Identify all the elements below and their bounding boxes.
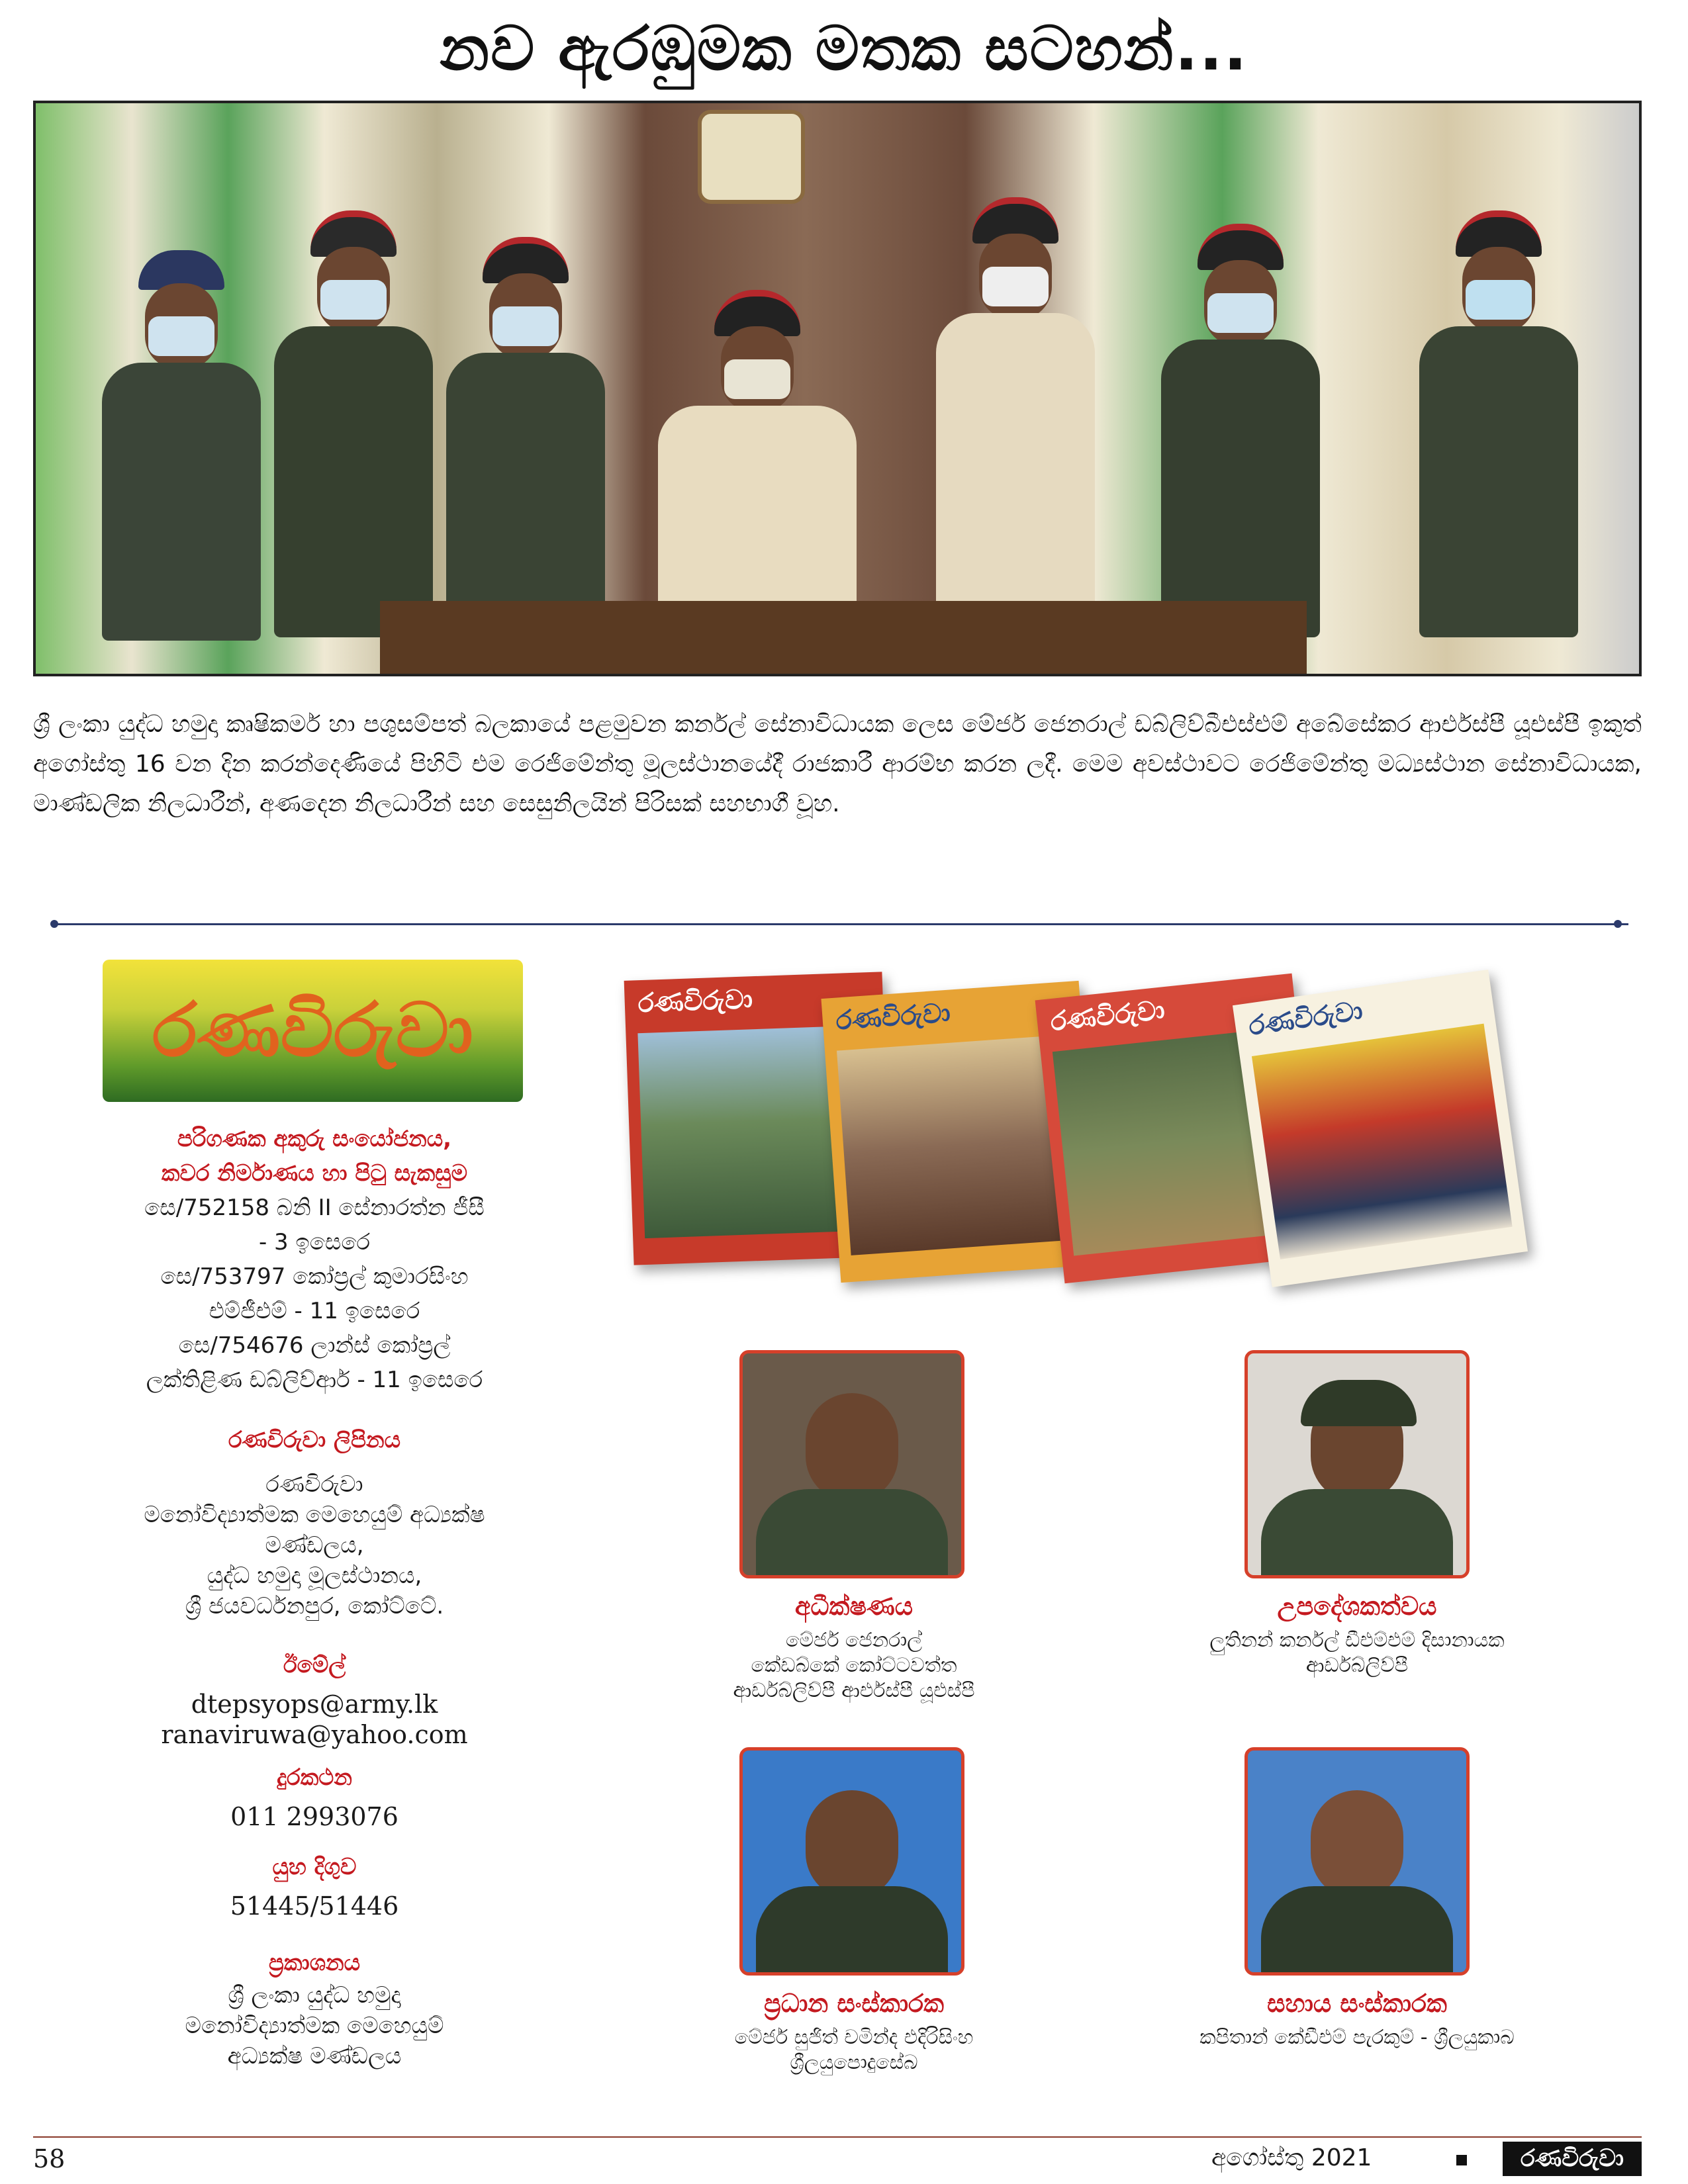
staff-photo (1244, 1350, 1470, 1578)
credits-email (63, 1648, 566, 1750)
layout-title-2: කවර නිර්මාණය හා පිටු සැකසුම (161, 1160, 468, 1187)
layout-line: සෙ/754676 ලාන්ස් කෝප්‍රල් (178, 1332, 451, 1359)
footer-bullet-icon (1456, 2155, 1467, 2165)
staff-name-line: ආර්ඩබ්ලිව්පී (1305, 1654, 1409, 1677)
extension-number: 51445/51446 (230, 1891, 399, 1921)
ranaviruwa-logo (103, 960, 523, 1102)
office-line: මණ්ඩලය, (265, 1532, 364, 1559)
magazine-title: රණවිරුවා (1246, 995, 1365, 1042)
staff-name-line: ලුතිනන් කර්නල් ඩීඑම්එම් දිසානායක (1209, 1629, 1505, 1652)
layout-line: සෙ/752158 බනි II සේනාරත්න ජීසී (144, 1195, 485, 1221)
magazine-title: රණවිරුවා (637, 984, 753, 1019)
staff-name-line: කේඩබ්කේ කෝට්ටවත්ත (751, 1654, 957, 1677)
office-line: යුද්ධ හමුදා මූලස්ථානය, (207, 1563, 422, 1589)
publisher-line: අධ්‍යක්ෂ මණ්ඩලය (227, 2043, 402, 2070)
email-address[interactable]: ranaviruwa@yahoo.com (161, 1720, 468, 1749)
office-line: මනෝවිද්‍යාත්මක මෙහෙයුම් අධ්‍යක්ෂ (144, 1502, 485, 1528)
office-line: රණවිරුවා (265, 1471, 363, 1498)
staff-name-block (1125, 2025, 1589, 2050)
credits-extension (63, 1850, 566, 1921)
section-divider (53, 923, 1628, 925)
staff-photo (739, 1350, 964, 1578)
staff-name-line: කපිතාන් කේඩීඑම් පැරකුම් - ශ්‍රීලයුකාබ (1199, 2026, 1515, 2049)
group-photo (33, 101, 1642, 676)
publisher-line: ශ්‍රී ලංකා යුද්ධ හමුදා (228, 1982, 401, 2009)
officer-figure (433, 237, 618, 634)
staff-role: උපදේශකත්වය (1277, 1592, 1437, 1621)
magazine-cover (1233, 970, 1528, 1287)
layout-title-1: පරිගණක අකුරු සංයෝජනය, (177, 1126, 452, 1152)
publisher-title: ප්‍රකාශනය (268, 1950, 361, 1976)
credits-office (63, 1423, 566, 1621)
credits-layout (63, 1122, 566, 1397)
page-number: 58 (33, 2144, 66, 2173)
desk (380, 601, 1307, 674)
email-address[interactable]: dtepsyops@army.lk (191, 1690, 438, 1719)
credits-publisher (63, 1946, 566, 2071)
phone-title: දුරකථන (277, 1764, 352, 1791)
regiment-crest-image (698, 110, 805, 204)
layout-line: - 3 ඉසෙරෙ (258, 1229, 371, 1255)
officer-figure (261, 210, 446, 634)
officer-figure (1148, 224, 1333, 634)
staff-photo (1244, 1747, 1470, 1976)
staff-name-block (635, 1628, 1072, 1704)
publisher-line: මනෝවිද්‍යාත්මක මෙහෙයුම් (185, 2013, 444, 2039)
seated-officer-figure (651, 290, 863, 634)
staff-role: සහාය සංස්කාරක (1267, 1989, 1447, 2018)
office-line: ශ්‍රී ජයවර්ධනපුර, කෝට්ටේ. (185, 1593, 444, 1619)
footer-logo: රණවිරුවා (1503, 2142, 1642, 2176)
officer-figure (916, 197, 1115, 634)
logo-text: රණවිරුවා (152, 987, 473, 1073)
magazine-title: රණවිරුවා (1049, 995, 1166, 1038)
staff-name-line: ආර්ඩබ්ලිව්පී ආර්එස්පී යූඑස්පී (733, 1679, 975, 1702)
layout-line: එම්ජීඑම් - 11 ඉසෙරෙ (209, 1298, 420, 1324)
staff-name-line: මේජර් ජෙනරාල් (786, 1629, 922, 1652)
divider-dot (1614, 920, 1622, 928)
footer-date: අගෝස්තු 2021 (1211, 2144, 1372, 2171)
page-headline: නව ඇරඹුමක මතක සටහන්... (440, 13, 1248, 84)
magazine-title: රණවිරුවා (835, 997, 952, 1036)
staff-name-line: මේජර් සුජිත් චමින්ද එදිරිසිංහ (734, 2026, 974, 2049)
extension-title: යුහ දිගුව (272, 1854, 357, 1880)
email-title: ඊමේල් (283, 1652, 346, 1678)
phone-number: 011 2993076 (230, 1802, 399, 1831)
officer-figure (89, 250, 274, 634)
footer-rule (33, 2136, 1642, 2138)
staff-name-block (1125, 1628, 1589, 1678)
layout-line: ලක්තිළිණ ඩබ්ලිව්ආර් - 11 ඉසෙරෙ (146, 1367, 483, 1393)
staff-name-block (635, 2025, 1072, 2075)
divider-dot (50, 920, 58, 928)
staff-name-line: ශ්‍රීලයුපොදුසේබ (790, 2051, 918, 2074)
officer-figure (1399, 210, 1598, 634)
staff-photo (739, 1747, 964, 1976)
credits-phone (63, 1760, 566, 1832)
office-title: රණවිරුවා ලිපිනය (228, 1427, 401, 1453)
layout-line: සෙ/753797 කෝප්‍රල් කුමාරසිංහ (160, 1263, 469, 1290)
staff-role: අධීක්ෂණය (794, 1592, 914, 1621)
staff-role: ප්‍රධාන සංස්කාරක (764, 1989, 944, 2018)
photo-caption: ශ්‍රී ලංකා යුද්ධ හමුදා කෘෂිකර්ම හා පශුසම්පත් බලකායේ පළමුවන කර්නල් සේනාවිධායක ලෙස මේජර් ජෙනරාල් ඩබ්ලිව්බීඑස්එම් අබේසේකර ආර්එස්පී යූඑස්පී ඉකුත් අගෝස්තු 16 වන දින කරන්දෙණියේ පිහිටි එම රෙජිමේන්තු මූලස්ථානයේදී රාජකාරී ආරම්භ කරන ලදී. මෙම අවස්ථාවට රෙජිමේන්තු මධ්‍යස්ථාන සේනාවිධායක, මාණ්ඩලික නිලධාරීන්, අණදෙන නිලධාරීන් සහ සෙසුනිලයින් පිරිසක් සහභාගී වූහ. (33, 711, 1642, 817)
